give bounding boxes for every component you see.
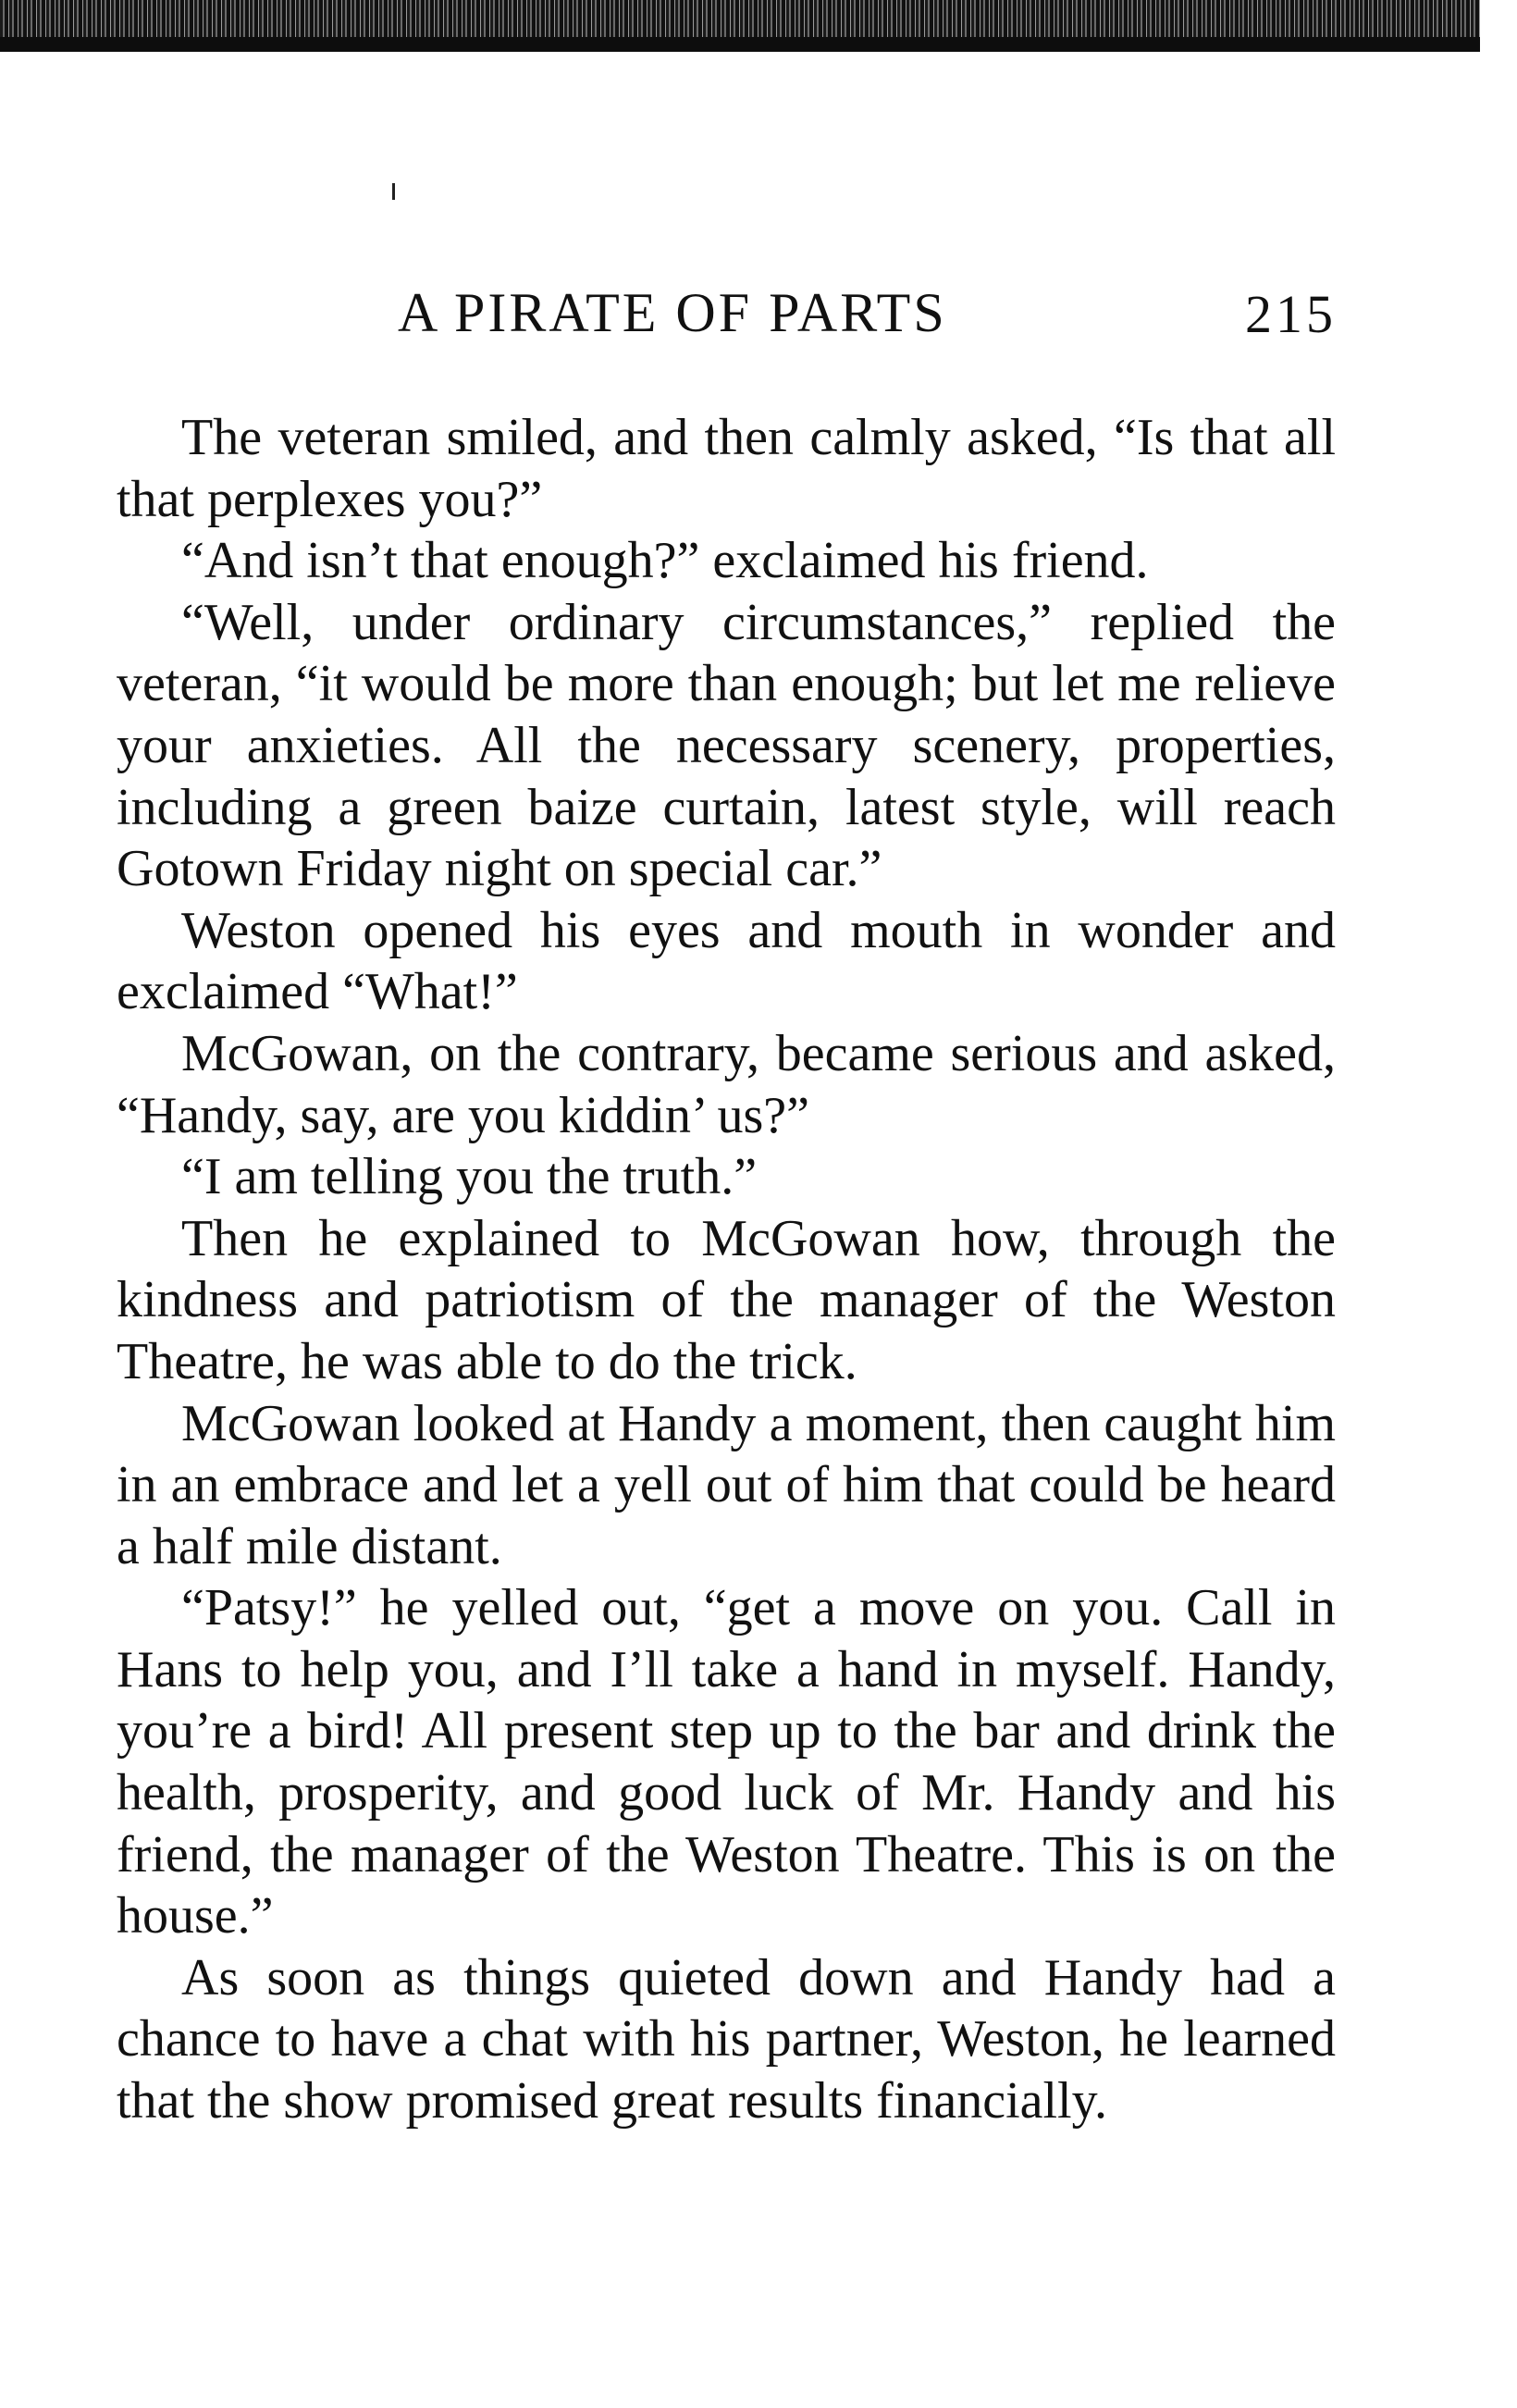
paragraph: Weston opened his eyes and mouth in wonder and exclaimed “What!”: [117, 901, 1336, 1021]
body-text: [117, 407, 1336, 2132]
running-header: [0, 276, 1517, 350]
paragraph: Then he explained to McGowan how, through the kindness and patriotism of the manager of the Weston Theatre, he was able to do the trick.: [117, 1209, 1336, 1390]
paragraph: “Patsy!” he yelled out, “get a move on you. Call in Hans to help you, and I’ll take a hand in myself. Handy, you’re a bird! All present step up to the bar and drink the health, prosperity, and good luck of Mr. Handy and his friend, the manager of the Weston Theatre. This is on the house.”: [117, 1579, 1336, 1945]
paragraph: “Well, under ordinary circumstances,” replied the veteran, “it would be more than enough; but let me relieve your anxieties. All the necessary scenery, properties, including a green baize curtain, latest style, will reach Gotown Friday night on special car.”: [117, 593, 1336, 898]
paragraph: “I am telling you the truth.”: [181, 1148, 758, 1206]
paragraph: McGowan, on the contrary, became serious and asked, “Handy, say, are you kiddin’ us?”: [117, 1024, 1336, 1144]
paragraph: “And isn’t that enough?” exclaimed his friend.: [181, 532, 1149, 590]
running-title: A PIRATE OF PARTS: [398, 282, 947, 343]
scan-mark: [392, 183, 395, 200]
page-number: 215: [1245, 284, 1337, 344]
paragraph: The veteran smiled, and then calmly asked, “Is that all that perplexes you?”: [117, 409, 1336, 528]
paragraph: McGowan looked at Handy a moment, then caught him in an embrace and let a yell out of him that could be heard a half mile distant.: [117, 1394, 1336, 1575]
paragraph: As soon as things quieted down and Handy had a chance to have a chat with his partner, Weston, he learned that the show promised great results financially.: [117, 1948, 1336, 2130]
scan-edge-strip: [0, 0, 1480, 52]
